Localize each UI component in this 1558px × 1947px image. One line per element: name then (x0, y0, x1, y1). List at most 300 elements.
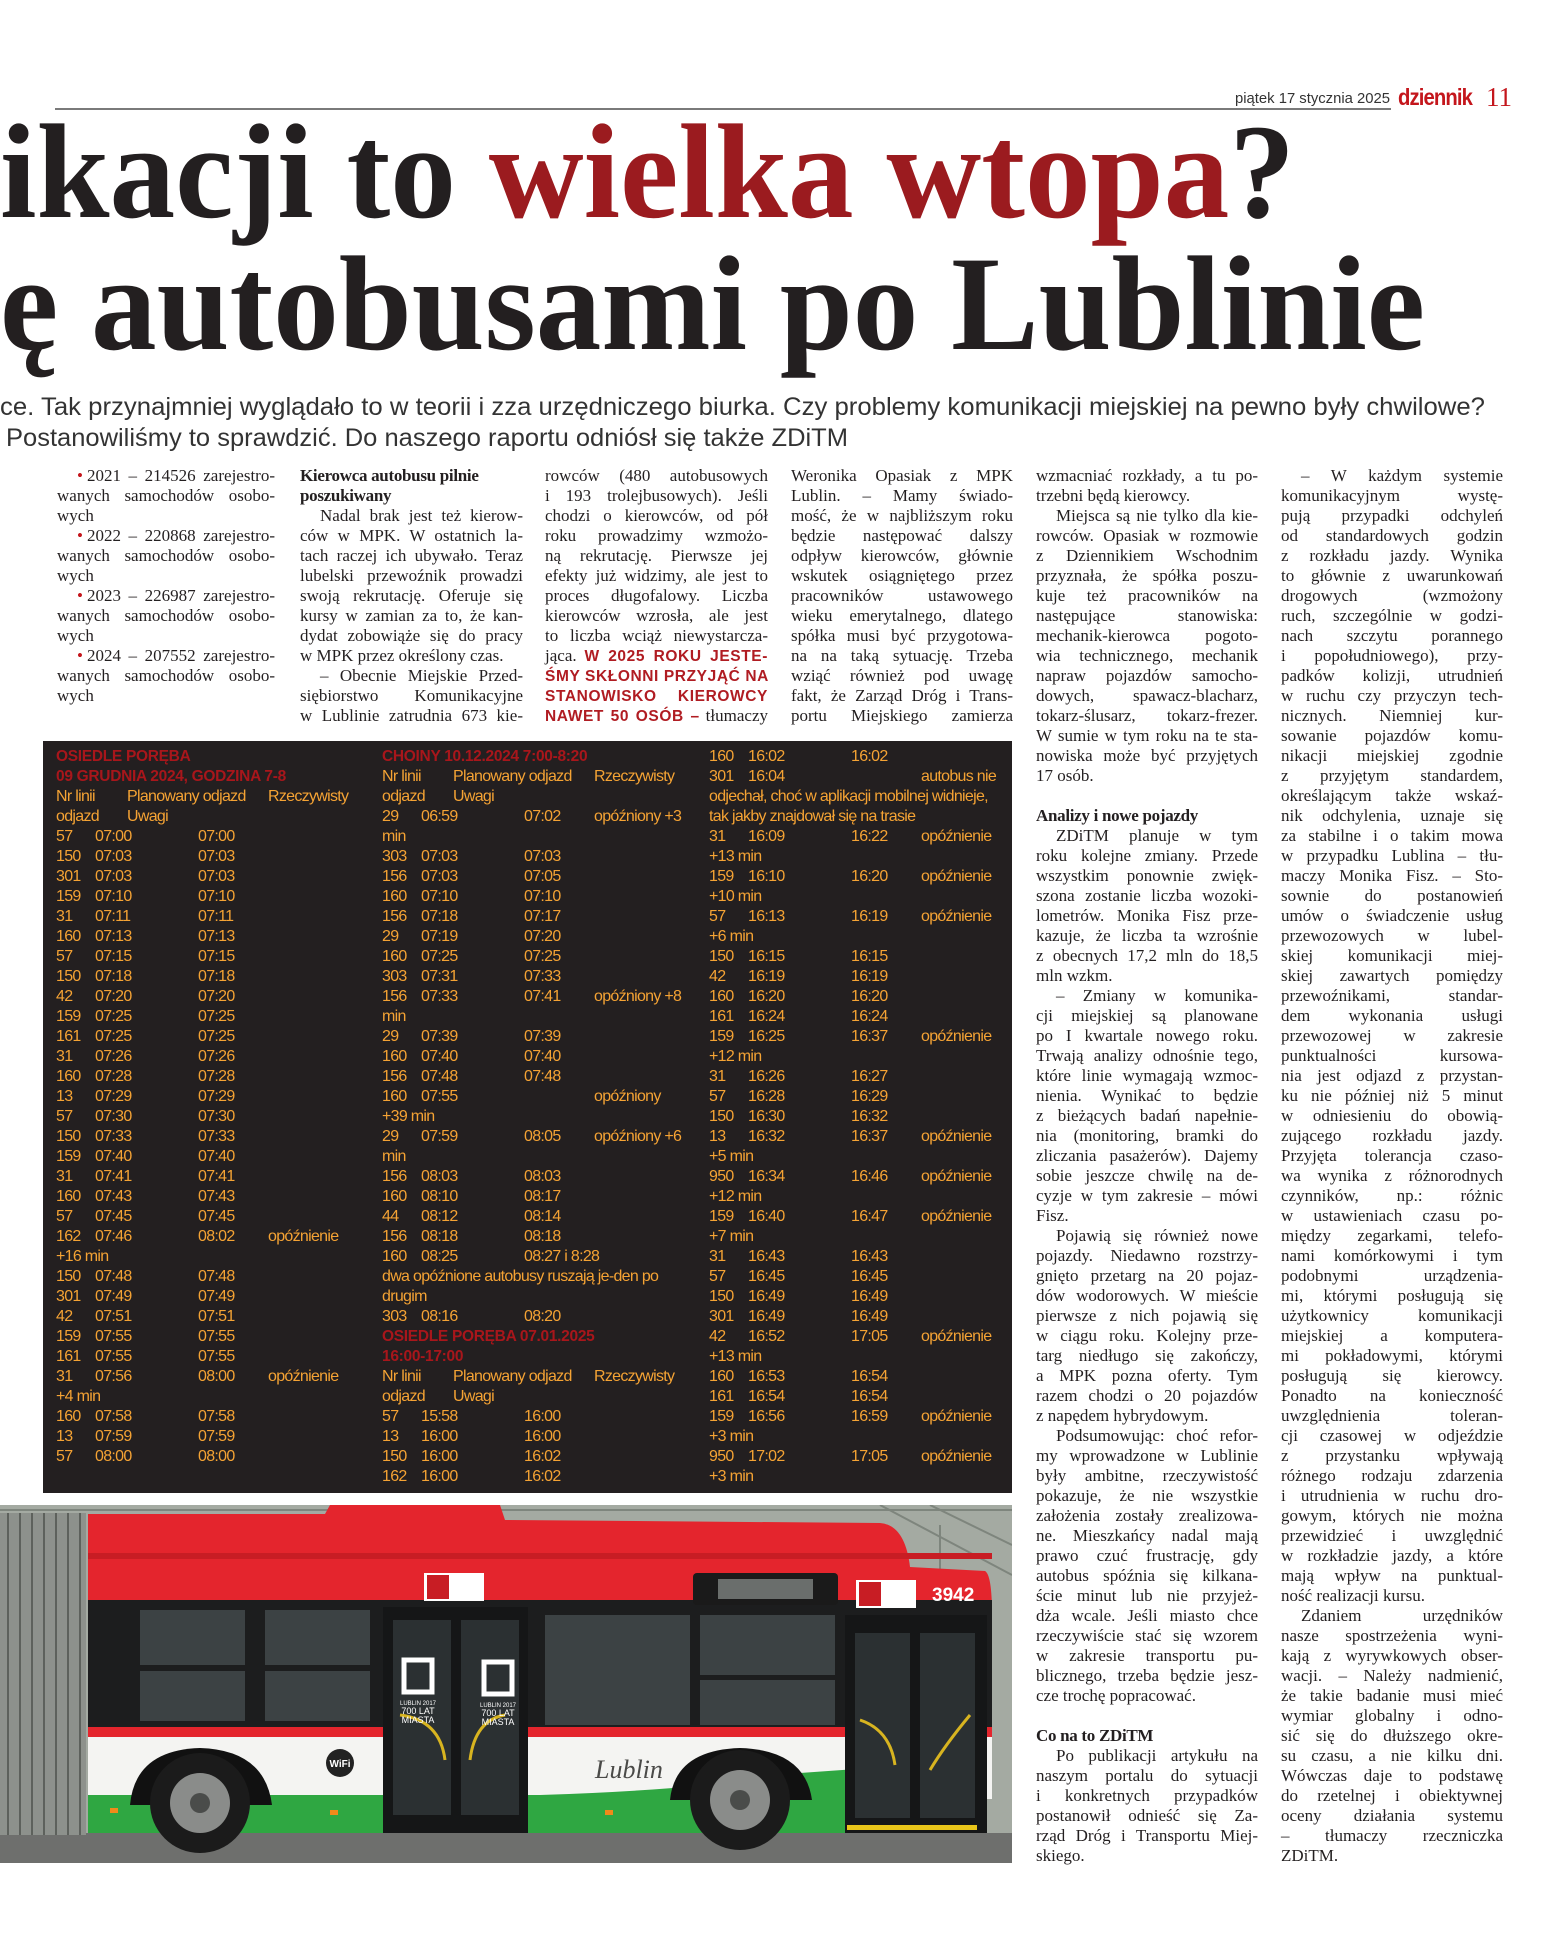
text-line (791, 466, 1013, 486)
actual-departure: 07:48 (524, 1068, 561, 1085)
text-line (1281, 566, 1503, 586)
text-segment: miejskiej a komputera- (1281, 1326, 1503, 1345)
line-number: 159 (709, 1408, 734, 1425)
text-line (1036, 1526, 1258, 1546)
text-line (1036, 1626, 1258, 1646)
text-segment: Fisz. (1036, 1206, 1069, 1225)
actual-departure: 08:20 (524, 1308, 561, 1325)
line-number: 159 (56, 1008, 81, 1025)
text-line (791, 706, 1013, 726)
text-line (791, 686, 1013, 706)
text-segment: dża wcale. Jeśli miasto chce (1036, 1606, 1258, 1625)
line-number: 57 (56, 1448, 73, 1465)
planned-departure: 16:02 (748, 748, 785, 765)
planned-departure: 16:19 (748, 968, 785, 985)
table-column-2 (382, 747, 702, 1487)
highlighted-quote: W 2025 ROKU JESTE- (584, 648, 769, 665)
table-row (56, 1287, 376, 1307)
text-segment: i konkretnych przypadków (1036, 1786, 1258, 1805)
table-note-continuation (382, 1287, 702, 1307)
text-segment: od standardowych godzin (1281, 526, 1503, 545)
text-line (545, 486, 768, 506)
text-segment: spółka musi być przygotowa- (791, 626, 1013, 645)
table-row (56, 1027, 376, 1047)
text-segment: pierwsze z nich pojawią się (1036, 1306, 1258, 1325)
planned-departure: 07:03 (95, 868, 132, 885)
actual-departure: 16:00 (524, 1428, 561, 1445)
text-line (300, 526, 523, 546)
table-section-title (382, 747, 702, 767)
text-line (791, 646, 1013, 666)
actual-departure: 16:49 (851, 1288, 888, 1305)
line-content (300, 486, 391, 506)
line-number: 29 (382, 1028, 399, 1045)
line-content (1281, 1546, 1503, 1566)
planned-departure: 16:49 (748, 1308, 785, 1325)
planned-departure: 16:30 (748, 1108, 785, 1125)
text-segment: podobnymi urządzenia- (1281, 1266, 1503, 1285)
actual-departure: 08:03 (524, 1168, 561, 1185)
text-line (1036, 1166, 1258, 1186)
text-line (1036, 1266, 1258, 1286)
text-segment: z przyjętym standardem, (1281, 766, 1503, 785)
line-number: 301 (709, 768, 734, 785)
text-segment: Podsumowując: choć refor- (1056, 1426, 1258, 1445)
table-row (56, 847, 376, 867)
table-row (709, 867, 1029, 887)
line-content (1036, 1346, 1258, 1366)
text-line (300, 606, 523, 626)
text-line (1281, 1486, 1503, 1506)
text-line (1036, 1306, 1258, 1326)
line-content (1281, 786, 1503, 806)
line-content (1281, 1486, 1503, 1506)
line-content (1281, 1046, 1503, 1066)
line-number: 13 (56, 1428, 73, 1445)
text-segment: mają wpływ na punktual- (1281, 1566, 1503, 1585)
text-segment: i utrudnienia w ruchu dro- (1281, 1486, 1503, 1505)
line-content (1281, 1066, 1503, 1086)
text-line (1281, 1586, 1503, 1606)
line-content (1036, 1066, 1258, 1086)
text-column-3 (545, 466, 768, 726)
line-number: 150 (56, 1268, 81, 1285)
table-header-row (382, 1367, 702, 1387)
note-text: min (382, 828, 406, 845)
text-line (1281, 1506, 1503, 1526)
note-text: +6 min (709, 928, 754, 945)
text-line (1281, 1286, 1503, 1306)
highlighted-quote: NAWET 50 OSÓB – (545, 708, 700, 725)
text-line (1281, 986, 1503, 1006)
text-segment: między zegarkami, telefo- (1281, 1226, 1503, 1245)
text-line (1281, 746, 1503, 766)
line-content (1281, 1846, 1338, 1866)
text-segment: ZDiTM planuje w tym (1056, 826, 1258, 845)
table-section-title (382, 1347, 702, 1367)
line-number: 159 (56, 888, 81, 905)
line-content (1281, 966, 1503, 986)
line-number: 57 (709, 1088, 726, 1105)
line-content (1281, 1126, 1503, 1146)
text-segment: Miejsca są nie tylko dla kie- (1056, 506, 1258, 525)
planned-departure: 16:40 (748, 1208, 785, 1225)
line-content (1281, 1626, 1503, 1646)
text-segment: nia (monitoring, bramki do (1036, 1126, 1258, 1145)
line-number: 57 (382, 1408, 399, 1425)
column-header: Rzeczywisty (594, 768, 675, 785)
actual-departure: 16:54 (851, 1388, 888, 1405)
line-number: 160 (382, 1048, 407, 1065)
line-content (1036, 1406, 1208, 1426)
line-content (545, 606, 768, 626)
table-row (709, 1447, 1029, 1467)
line-content (1281, 1166, 1503, 1186)
text-line (1281, 486, 1503, 506)
text-line (300, 646, 523, 666)
table-row (56, 947, 376, 967)
actual-departure: 07:03 (524, 848, 561, 865)
text-segment: ruch, szczególnie w godzi- (1281, 606, 1503, 625)
text-line (1281, 866, 1503, 886)
planned-departure: 16:15 (748, 948, 785, 965)
table-row (709, 1027, 1029, 1047)
actual-departure: 16:27 (851, 1068, 888, 1085)
line-content (1301, 1606, 1503, 1626)
remarks: opóźnienie (921, 1408, 992, 1425)
text-segment: cyzje w tym zakresie – mówi (1036, 1186, 1258, 1205)
line-content (1036, 666, 1258, 686)
note-text: min (382, 1008, 406, 1025)
planned-departure: 07:39 (421, 1028, 458, 1045)
text-line (1036, 746, 1258, 766)
line-content (1036, 1106, 1258, 1126)
line-content (77, 586, 275, 606)
text-segment: padków kolizji, utrudnień (1281, 666, 1503, 685)
text-line (1036, 846, 1258, 866)
actual-departure: 16:24 (851, 1008, 888, 1025)
line-content (1281, 606, 1503, 626)
actual-departure: 07:30 (198, 1108, 235, 1125)
line-number: 161 (56, 1348, 81, 1365)
table-note-continuation (56, 1387, 376, 1407)
table-row (382, 1247, 702, 1267)
remarks: opóźnienie (921, 1168, 992, 1185)
text-segment: na na taką sytuację. Trzeba (791, 646, 1013, 665)
line-content (1281, 846, 1503, 866)
text-line (1036, 866, 1258, 886)
actual-departure: 07:25 (198, 1008, 235, 1025)
actual-departure: 07:40 (198, 1148, 235, 1165)
text-line (1036, 946, 1258, 966)
line-content (1281, 1826, 1503, 1846)
line-content (1036, 1506, 1258, 1526)
line-content (300, 466, 479, 486)
actual-departure: 16:59 (851, 1408, 888, 1425)
text-segment: komunikacyjnym wystę- (1281, 486, 1503, 505)
line-content (1056, 986, 1258, 1006)
table-header-row (382, 1387, 702, 1407)
column-header: odjazd (382, 788, 425, 805)
line-content (1281, 1566, 1503, 1586)
table-row (56, 1187, 376, 1207)
note-text: dwa opóźnione autobusy ruszają je-den po (382, 1268, 659, 1285)
text-segment: W sumie w tym roku na te sta- (1036, 726, 1258, 745)
line-content (1281, 946, 1503, 966)
line-content (1281, 1746, 1503, 1766)
table-row (56, 867, 376, 887)
line-content (1036, 946, 1258, 966)
table-note-continuation (709, 1147, 1029, 1167)
text-segment: to liczba wciąż niewystarcza- (545, 626, 768, 645)
actual-departure: 08:02 (198, 1228, 235, 1245)
planned-departure: 16:52 (748, 1328, 785, 1345)
table-row (709, 967, 1029, 987)
line-content (1281, 1246, 1503, 1266)
table-row (56, 1047, 376, 1067)
actual-departure: 16:15 (851, 948, 888, 965)
wheel-center (730, 1790, 750, 1810)
text-segment: punktualności kursowa- (1281, 1046, 1503, 1065)
line-number: 160 (709, 988, 734, 1005)
actual-departure: 07:11 (198, 908, 234, 925)
note-text: +5 min (709, 1148, 754, 1165)
line-content (791, 486, 1013, 506)
text-line (1281, 806, 1503, 826)
line-content (545, 506, 768, 526)
table-row (709, 1107, 1029, 1127)
planned-departure: 08:16 (421, 1308, 458, 1325)
table-row (56, 927, 376, 947)
planned-departure: 07:51 (95, 1308, 132, 1325)
table-header-row (56, 787, 376, 807)
standfirst-line-1 (0, 392, 1485, 422)
line-content (1036, 906, 1258, 926)
planned-departure: 08:12 (421, 1208, 458, 1225)
text-segment: przewozowej w zakresie (1281, 1026, 1503, 1045)
text-line (1281, 1106, 1503, 1126)
note-text: +13 min (709, 848, 762, 865)
text-segment: ne. Mieszkańcy nadal mają (1036, 1526, 1258, 1545)
table-note-continuation (382, 827, 702, 847)
line-content (1036, 1726, 1153, 1746)
text-segment: do rzetelnej i obiektywnej (1281, 1786, 1503, 1805)
text-line (1281, 946, 1503, 966)
text-segment: efekty już widzimy, ale jest to (545, 566, 768, 585)
text-line (1281, 1166, 1503, 1186)
text-line (1281, 1246, 1503, 1266)
table-note-continuation (709, 1467, 1029, 1487)
line-content (1281, 1186, 1503, 1206)
text-segment: odpływ kierowców, głównie (791, 546, 1013, 565)
text-segment: Nadal brak jest też kierow- (320, 506, 523, 525)
text-segment: Lublin. – Mamy świado- (791, 486, 1013, 505)
text-segment: nia jest odjazd z przystan- (1281, 1066, 1503, 1085)
planned-departure: 07:46 (95, 1228, 132, 1245)
actual-departure: 07:26 (198, 1048, 235, 1065)
text-line (545, 526, 768, 546)
table-row (56, 1447, 376, 1467)
text-column-4 (791, 466, 1013, 726)
line-content (57, 506, 94, 526)
table-row (709, 1067, 1029, 1087)
line-number: 31 (709, 1248, 726, 1265)
planned-departure: 08:18 (421, 1228, 458, 1245)
actual-departure: 07:25 (198, 1028, 235, 1045)
actual-departure: 16:20 (851, 988, 888, 1005)
line-content (1281, 806, 1503, 826)
text-line (1281, 1206, 1503, 1226)
actual-departure: 07:49 (198, 1288, 235, 1305)
text-segment: wa wynika z różnorodnych (1281, 1166, 1503, 1185)
text-line (1036, 626, 1258, 646)
line-content (1281, 906, 1503, 926)
actual-departure: 07:10 (524, 888, 561, 905)
remarks: opóźnienie (268, 1368, 339, 1385)
table-row (709, 947, 1029, 967)
line-content (300, 646, 503, 666)
text-segment: mechanik-kierowca pogoto- (1036, 626, 1258, 645)
text-line (1036, 1546, 1258, 1566)
line-content (1281, 1226, 1503, 1246)
departures-table (43, 741, 1012, 1493)
line-number: 42 (56, 1308, 73, 1325)
remarks: autobus nie (921, 768, 997, 785)
actual-departure: 16:43 (851, 1248, 888, 1265)
door-glass (855, 1633, 910, 1818)
text-line (1036, 1446, 1258, 1466)
line-content (1281, 746, 1503, 766)
text-line (1036, 1286, 1258, 1306)
actual-departure: 08:17 (524, 1188, 561, 1205)
text-line (1281, 1026, 1503, 1046)
text-line (1036, 1106, 1258, 1126)
text-line (1281, 1406, 1503, 1426)
line-number: 303 (382, 848, 407, 865)
line-content (77, 526, 275, 546)
remarks: opóźnienie (921, 868, 992, 885)
line-content (1036, 746, 1258, 766)
line-content (1056, 1746, 1258, 1766)
note-text: +16 min (56, 1248, 109, 1265)
line-number: 160 (382, 1188, 407, 1205)
text-line (1281, 1306, 1503, 1326)
line-content (1056, 1426, 1258, 1446)
text-segment: gowym, których nie można (1281, 1506, 1503, 1525)
line-content (1036, 966, 1113, 986)
text-segment: w ciągu roku. Kolejny prze- (1036, 1326, 1258, 1345)
text-line (791, 526, 1013, 546)
table-note-continuation (709, 1427, 1029, 1447)
actual-departure: 07:15 (198, 948, 235, 965)
actual-departure: 07:20 (524, 928, 561, 945)
text-line (1036, 1246, 1258, 1266)
text-line (1036, 926, 1258, 946)
line-content (1281, 546, 1503, 566)
line-content (1036, 1766, 1258, 1786)
planned-departure: 07:31 (421, 968, 458, 985)
actual-departure: 07:55 (198, 1328, 235, 1345)
text-segment: drogowych (wzmożony (1281, 586, 1503, 605)
table-row (56, 1227, 376, 1247)
text-line (1036, 486, 1258, 506)
line-content (1281, 1806, 1503, 1826)
bullet-icon: • (77, 526, 83, 545)
text-segment: ców w MPK. W ostatnich la- (300, 526, 523, 545)
line-number: 150 (709, 1108, 734, 1125)
text-segment: wzmacniać rozkłady, a tu po- (1036, 466, 1258, 485)
table-note-continuation (709, 1347, 1029, 1367)
text-segment: z bieżących badań napełnie- (1036, 1106, 1258, 1125)
table-row (56, 1007, 376, 1027)
text-segment: wanych samochodów osobo- (57, 606, 275, 625)
table-row (709, 1207, 1029, 1227)
text-segment: wziąć również pod uwagę (791, 666, 1013, 685)
actual-departure: 07:43 (198, 1188, 235, 1205)
line-content (1281, 1766, 1503, 1786)
text-segment: Ponadto na konieczność (1281, 1386, 1503, 1405)
line-number: 150 (56, 848, 81, 865)
line-content (1036, 1026, 1258, 1046)
line-number: 57 (709, 908, 726, 925)
line-content (1036, 866, 1258, 886)
planned-departure: 16:54 (748, 1388, 785, 1405)
text-line (57, 646, 275, 666)
line-number: 31 (56, 908, 73, 925)
bullet-icon: • (77, 646, 83, 665)
line-content (1036, 1166, 1258, 1186)
column-header: Rzeczywisty (594, 1368, 675, 1385)
table-row (382, 1067, 702, 1087)
line-number: 42 (709, 1328, 726, 1345)
text-segment: wych (57, 566, 94, 585)
text-line (57, 566, 275, 586)
actual-departure: 16:37 (851, 1028, 888, 1045)
table-row (382, 1187, 702, 1207)
line-content (1036, 1526, 1258, 1546)
actual-departure: 16:02 (524, 1448, 561, 1465)
planned-departure: 15:58 (421, 1408, 458, 1425)
planned-departure: 07:10 (95, 888, 132, 905)
text-line (1036, 1366, 1258, 1386)
text-line (545, 686, 768, 706)
column-header: Nr linii (382, 768, 421, 785)
text-segment: pojazdy. Niedawno rozstrzy- (1036, 1246, 1258, 1265)
text-line (57, 546, 275, 566)
line-number: 57 (56, 1208, 73, 1225)
headline-line-1-text (0, 98, 1295, 247)
table-row (56, 827, 376, 847)
text-segment: następujące stanowiska: (1036, 606, 1258, 625)
table-note-continuation (382, 1107, 702, 1127)
table-row (709, 1407, 1029, 1427)
line-content (300, 566, 523, 586)
line-number: 162 (56, 1228, 81, 1245)
line-number: 160 (56, 928, 81, 945)
text-segment: skiego. (1036, 1846, 1085, 1865)
text-segment: wszystkim ponownie zwięk- (1036, 866, 1258, 885)
line-content (1281, 566, 1503, 586)
line-number: 13 (709, 1128, 726, 1145)
actual-departure: 07:45 (198, 1208, 235, 1225)
note-text: +4 min (56, 1388, 101, 1405)
text-segment: rowców. Opasiak w rozmowie (1036, 526, 1258, 545)
table-note-continuation (709, 1187, 1029, 1207)
text-segment: wanych samochodów osobo- (57, 546, 275, 565)
line-content (1281, 1706, 1503, 1726)
text-segment: razem chodzi o 20 pojazdów (1036, 1386, 1258, 1405)
section-title: 16:00-17:00 (382, 1348, 464, 1365)
